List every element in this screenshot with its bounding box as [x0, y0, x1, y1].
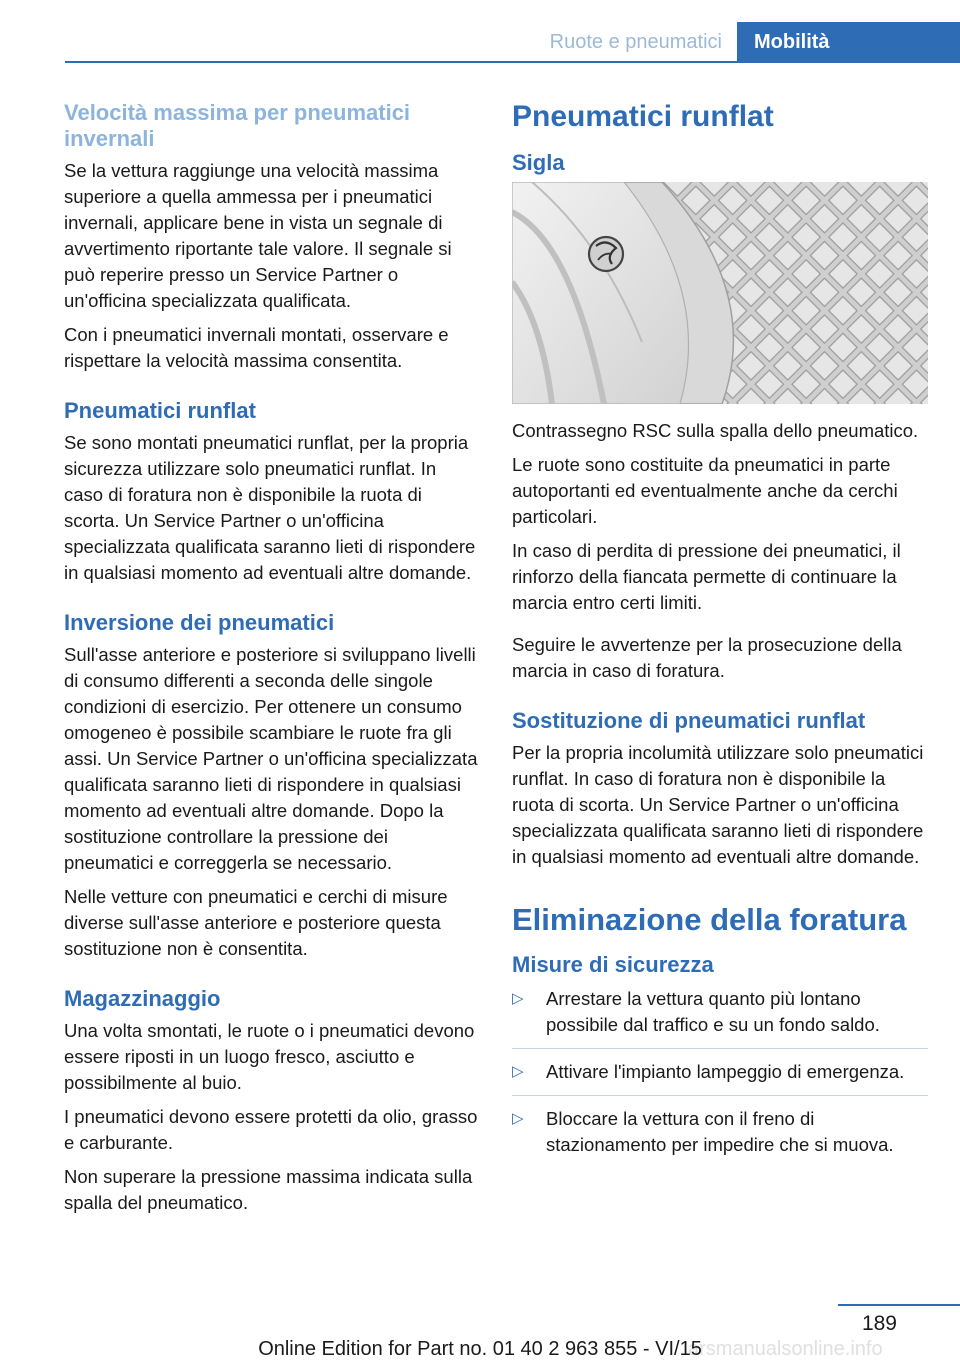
footer-divider [838, 1304, 960, 1306]
heading-inversion: Inversione dei pneumatici [64, 610, 335, 635]
bullet-text: Attivare l'impianto lampeggio di emergenza. [546, 1061, 905, 1082]
paragraph-follow: Seguire le avvertenze per la prosecuzione della marcia in caso di foratura. [512, 634, 902, 681]
heading-storage: Magazzinaggio [64, 986, 221, 1011]
heading-runflat: Pneumatici runflat [64, 398, 256, 423]
paragraph-storage-2: I pneumatici devono essere protetti da olio, grasso e carburante. [64, 1106, 478, 1153]
paragraph-storage-3: Non superare la pressione massima indicata sulla spalla del pneumatico. [64, 1166, 473, 1213]
bullet-triangle-icon: ▷ [512, 990, 524, 1007]
paragraph-rsc: Contrassegno RSC sulla spalla dello pneumatico. [512, 420, 919, 441]
bullet-triangle-icon: ▷ [512, 1063, 524, 1080]
bullet-text: Arrestare la vettura quanto più lontano possibile dal traffico e su un fondo saldo. [546, 988, 880, 1035]
bullet-text: Bloccare la vettura con il freno di stazionamento per impedire che si muova. [546, 1108, 894, 1155]
paragraph-storage-1: Una volta smontati, le ruote o i pneumatici devono essere riposti in un luogo fresco, asciutto e possibilmente al buio. [64, 1020, 475, 1093]
paragraph-inversion-2: Nelle vetture con pneumatici e cerchi di misure diverse sull'asse anteriore e posteriore questa sostituzione non è consentita. [64, 886, 448, 959]
paragraph-runflat: Se sono montati pneumatici runflat, per la propria sicurezza utilizzare solo pneumatici runflat. In caso di foratura non è disponibile la ruota di scorta. Un Service Partner o un'officina specializzata qualificata saranno lieti di rispondere in qualsiasi momento ad eventuali altre domande. [64, 432, 476, 583]
paragraph-pressure: In caso di perdita di pressione dei pneumatici, il rinforzo della fiancata permette di continuare la marcia entro certi limiti. [512, 540, 901, 613]
footer-edition: Online Edition for Part no. 01 40 2 963 855 - VI/15 [258, 1338, 702, 1360]
right-column [512, 100, 928, 1168]
heading-winter-speed: Velocità massima per pneumatici invernali [64, 100, 411, 151]
page-number: 189 [861, 1312, 897, 1335]
bullet-divider [512, 1048, 928, 1049]
header-section-title: Ruote e pneumatici [549, 31, 722, 53]
heading-safety-measures: Misure di sicurezza [512, 952, 714, 977]
heading-puncture: Eliminazione della foratura [512, 902, 907, 937]
bullet-divider [512, 1095, 928, 1096]
list-item [512, 986, 928, 1038]
watermark: arsmanualsonline.info [688, 1338, 883, 1360]
paragraph-wheels: Le ruote sono costituite da pneumatici in parte autoportanti ed eventualmente anche da cerchi particolari. [512, 454, 898, 527]
paragraph-winter-2: Con i pneumatici invernali montati, osservare e rispettare la velocità massima consentita. [64, 324, 449, 371]
heading-replace-runflat: Sostituzione di pneumatici runflat [512, 708, 866, 733]
list-item [512, 1059, 928, 1085]
paragraph-inversion-1: Sull'asse anteriore e posteriore si sviluppano livelli di consumo differenti a seconda delle singole condizioni di esercizio. Per ottenere un consumo omogeneo è possibile scambiare le ruote fra gli assi. Un Service Partner o un'officina specializzata qualificata saranno lieti di rispondere in qualsiasi momento ad eventuali altre domande. Dopo la sostituzione controllare la pressione dei pneumatici e correggerla se necessario. [64, 644, 478, 873]
header-divider [65, 61, 960, 63]
paragraph-replace: Per la propria incolumità utilizzare solo pneumatici runflat. In caso di foratura non è disponibile la ruota di scorta. Un Service Partner o un'officina specializzata qualificata saranno lieti di rispondere in qualsiasi momento ad eventuali altre domande. [512, 742, 924, 867]
header-chapter-tab: Mobilità [737, 22, 960, 62]
left-column [64, 100, 480, 1224]
paragraph-winter-1: Se la vettura raggiunge una velocità massima superiore a quella ammessa per i pneumatici invernali, applicare bene in vista un segnale di avvertimento riportante tale valore. Il segnale si può reperire presso un Service Partner o un'officina specializzata qualificata. [64, 160, 452, 311]
heading-runflat-main: Pneumatici runflat [512, 100, 774, 133]
heading-sigla: Sigla [512, 150, 565, 175]
rsc-logo [589, 237, 623, 271]
rsc-tire-illustration [512, 182, 928, 404]
bullet-triangle-icon: ▷ [512, 1110, 524, 1127]
list-item [512, 1106, 928, 1158]
page-header [0, 0, 960, 64]
